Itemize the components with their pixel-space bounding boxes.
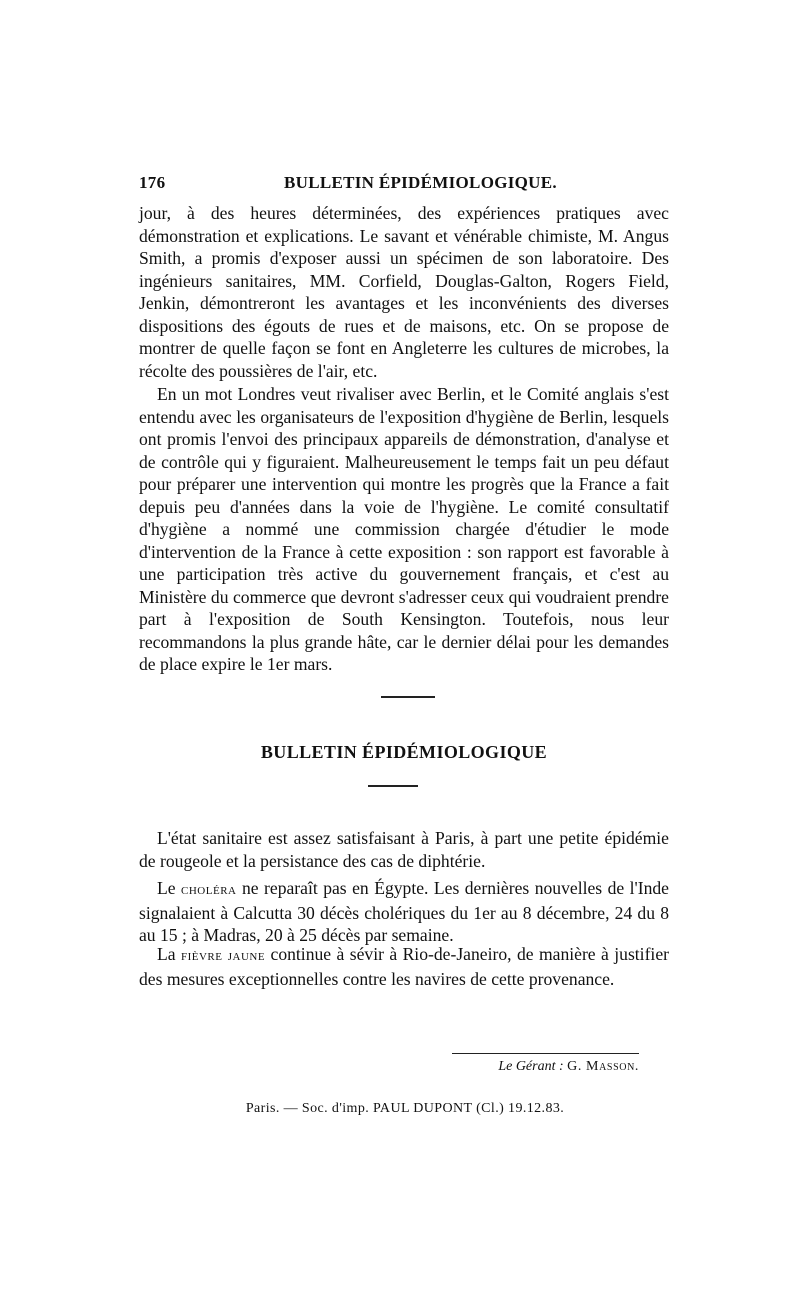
- page-number: 176: [139, 173, 166, 192]
- signature-rule: [452, 1053, 639, 1054]
- paragraph-exhibition-continued: [139, 202, 669, 382]
- paragraph-cholera: [139, 877, 669, 947]
- paragraph-text: jour, à des heures déterminées, des expériences pratiques avec démonstration et explications. Le savant et vénérable chimiste, M. Angus Smith, a promis d'exposer aussi un spécimen de son laboratoire. Des ingénieurs sanitaires, MM. Corfield, Douglas-Galton, Rogers Field, Jenkin, démontreront les avantages et les inconvénients des diverses dispositions des égouts de rues et de maisons, etc. On se propose de montrer de quelle façon se font en Angleterre les cultures de microbes, la récolte des poussières de l'air, etc.: [139, 203, 669, 381]
- running-head: [139, 173, 669, 197]
- signature: [452, 1059, 639, 1075]
- paragraph-text: [139, 877, 669, 947]
- signature-name: G. Masson.: [567, 1059, 639, 1074]
- paragraph-lead: La: [157, 944, 181, 964]
- section-title: BULLETIN ÉPIDÉMIOLOGIQUE: [260, 742, 548, 762]
- section-divider-bottom: [368, 785, 418, 787]
- paragraph-london-berlin: [139, 383, 669, 676]
- paragraph-text: L'état sanitaire est assez satisfaisant à Paris, à part une petite épidémie de rougeole et la persistance des cas de diphtérie.: [139, 828, 669, 871]
- paragraph-lead: Le: [157, 878, 182, 898]
- printer-imprint: Paris. — Soc. d'imp. PAUL DUPONT (Cl.) 19.12.83.: [245, 1101, 565, 1116]
- signature-label: Le Gérant :: [498, 1059, 564, 1074]
- disease-term-yellow-fever: fièvre jaune: [180, 948, 266, 964]
- paragraph-body: ne reparaît pas en Égypte. Les dernières nouvelles de l'Inde signalaient à Calcutta 30 décès cholériques du 1er au 8 décembre, 24 du 8 au 15 ; à Madras, 20 à 25 décès par semaine.: [139, 878, 669, 945]
- paragraph-text: [139, 943, 669, 990]
- paragraph-body: continue à sévir à Rio-de-Janeiro, de manière à justifier des mesures exceptionnelles contre les navires de cette provenance.: [139, 944, 669, 989]
- paragraph-paris-health: [139, 827, 669, 872]
- paragraph-text: En un mot Londres veut rivaliser avec Berlin, et le Comité anglais s'est entendu avec les organisateurs de l'exposition d'hygiène de Berlin, lesquels ont promis l'envoi des principaux appareils de démonstration, d'analyse et de contrôle qui y figuraient. Malheureusement le temps fait un peu défaut pour préparer une intervention qui montre les progrès que la France a fait depuis peu d'années dans la voie de l'hygiène. Le comité consultatif d'hygiène a nommé une commission chargée d'étudier le mode d'intervention de la France à cette exposition : son rapport est favorable à une participation très active du gouvernement français, et c'est au Ministère du commerce que devront s'adresser ceux qui voudraient prendre part à l'exposition de South Kensington. Toutefois, nous leur recommandons la plus grande hâte, car le dernier délai pour les demandes de place expire le 1er mars.: [139, 384, 669, 674]
- section-divider-top: [381, 696, 435, 698]
- paragraph-yellow-fever: [139, 943, 669, 990]
- disease-term-cholera: choléra: [181, 882, 237, 898]
- running-head-title: BULLETIN ÉPIDÉMIOLOGIQUE.: [284, 173, 557, 192]
